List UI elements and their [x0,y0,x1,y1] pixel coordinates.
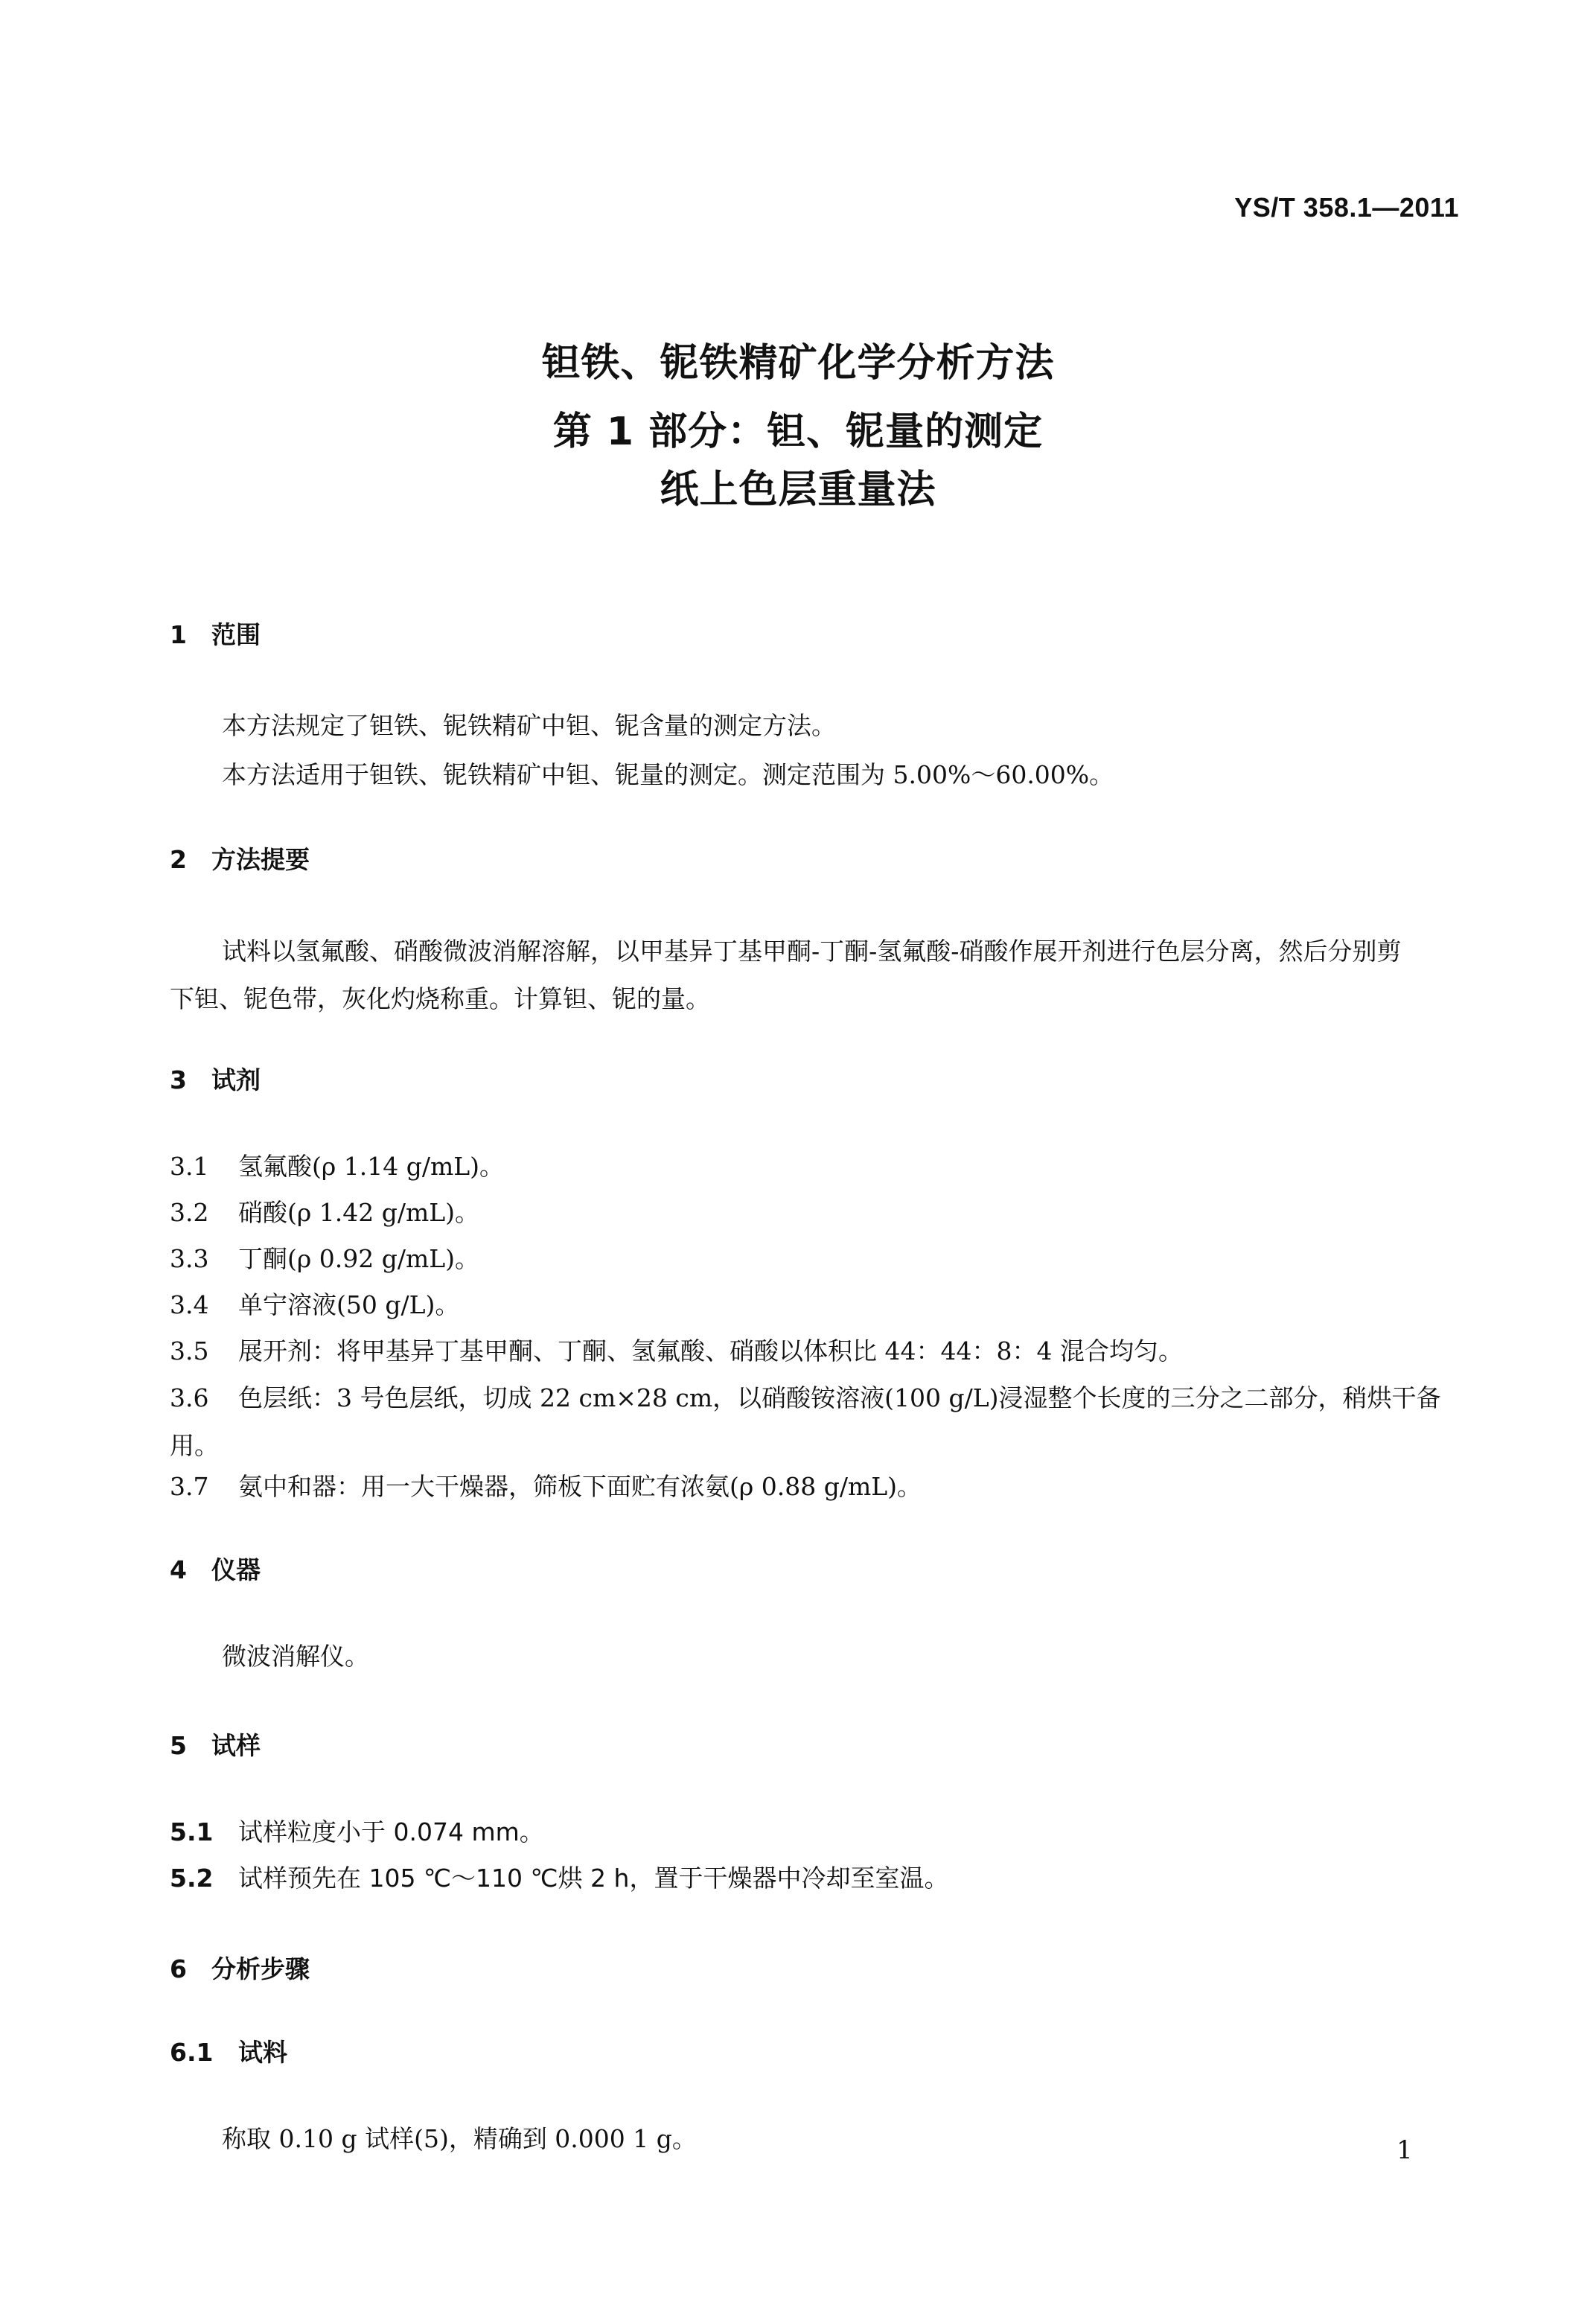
section-5-heading [170,1733,261,1758]
section-title: 范围 [211,620,261,649]
section-title: 分析步骤 [211,1954,310,1983]
section-number: 5 [170,1731,187,1760]
item-number: 3.7 [170,1472,209,1501]
item-number: 3.5 [170,1336,209,1365]
reagent-item [170,1154,504,1179]
item-text: 硝酸(ρ 1.42 g/mL)。 [238,1198,480,1227]
reagent-item [170,1246,479,1271]
document-title-line-3: 纸上色层重量法 [660,468,936,512]
item-text: 单宁溶液(50 g/L)。 [238,1290,460,1319]
item-text: 试样预先在 105 ℃～110 ℃烘 2 h，置于干燥器中冷却至室温。 [238,1864,949,1893]
item-number: 5.2 [170,1864,214,1893]
item-text: 展开剂：将甲基异丁基甲酮、丁酮、氢氟酸、硝酸以体积比 44：44：8：4 混合均匀。 [238,1336,1183,1365]
section-4-heading [170,1555,261,1584]
section-2-paragraph-1: 试料以氢氟酸、硝酸微波消解溶解，以甲基异丁基甲酮-丁酮-氢氟酸-硝酸作展开剂进行色层分离，然后分别剪下钽、铌色带，灰化灼烧称重。计算钽、铌的量。 [170,937,1402,1013]
reagent-item [170,1290,460,1319]
reagent-item [170,1336,1183,1365]
subsection-6-1-paragraph-1: 称取 0.10 g 试样(5)，精确到 0.000 1 g。 [222,2124,697,2153]
section-number: 3 [170,1065,187,1094]
page-number: 1 [1396,2135,1413,2165]
section-title: 试样 [211,1731,261,1760]
item-text: 色层纸：3 号色层纸，切成 22 cm×28 cm，以硝酸铵溶液(100 g/L)浸湿整个长度的三分之二部分，稍烘干备用。 [170,1383,1441,1460]
item-text: 氢氟酸(ρ 1.14 g/mL)。 [238,1152,505,1181]
section-2-heading [170,847,310,872]
item-number: 3.2 [170,1198,209,1227]
document-title-line-2: 第 1 部分：钽、铌量的测定 [552,409,1044,454]
section-number: 6 [170,1954,187,1983]
section-number: 2 [170,845,187,874]
item-number: 3.4 [170,1290,209,1319]
section-number: 4 [170,1555,187,1584]
section-6-heading [170,1954,310,1983]
item-number: 3.6 [170,1383,209,1412]
item-text: 丁酮(ρ 0.92 g/mL)。 [238,1244,480,1273]
section-title: 仪器 [211,1555,261,1584]
sample-item [170,1864,949,1893]
section-4-paragraph-1: 微波消解仪。 [222,1642,369,1671]
subsection-number: 6.1 [170,2038,214,2067]
subsection-6-1-heading [170,2040,287,2065]
item-number: 3.3 [170,1244,209,1273]
standard-code: YS/T 358.1—2011 [1234,192,1459,223]
item-number: 5.1 [170,1817,214,1846]
sample-item [170,1817,544,1846]
item-text: 试样粒度小于 0.074 mm。 [238,1817,544,1846]
reagent-item [170,1374,1465,1470]
item-number: 3.1 [170,1152,209,1181]
section-title: 试剂 [211,1065,261,1094]
reagent-item [170,1474,922,1499]
section-number: 1 [170,620,187,649]
section-1-paragraph-1: 本方法规定了钽铁、铌铁精矿中钽、铌含量的测定方法。 [222,711,836,740]
subsection-title: 试料 [238,2038,287,2067]
section-1-paragraph-2: 本方法适用于钽铁、铌铁精矿中钽、铌量的测定。测定范围为 5.00%～60.00%。 [222,760,1114,789]
item-text: 氨中和器：用一大干燥器，筛板下面贮有浓氨(ρ 0.88 g/mL)。 [238,1472,922,1501]
reagent-item [170,1200,479,1225]
section-title: 方法提要 [211,845,310,874]
section-3-heading [170,1065,261,1094]
section-1-heading [170,622,261,647]
document-title-line-1: 钽铁、铌铁精矿化学分析方法 [541,341,1055,386]
